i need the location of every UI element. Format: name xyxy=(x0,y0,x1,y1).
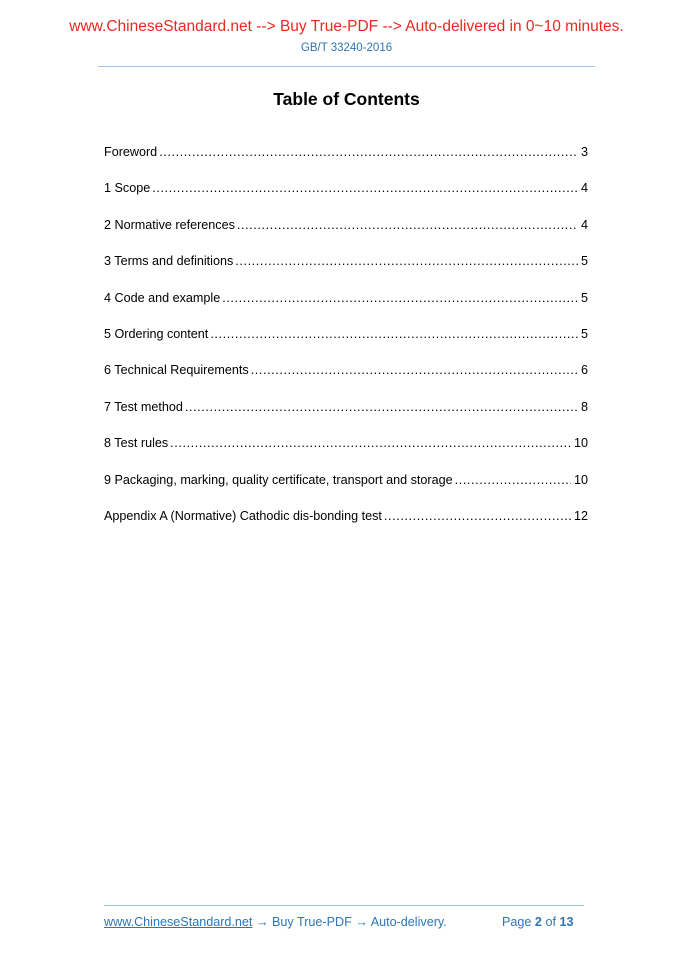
current-page-number: 2 xyxy=(534,915,542,929)
total-pages-number: 13 xyxy=(559,915,574,929)
toc-entry[interactable] xyxy=(104,218,588,254)
header-divider xyxy=(98,66,595,67)
toc-dot-leader xyxy=(251,363,578,377)
toc-entry[interactable] xyxy=(104,473,588,509)
toc-entry-label: 7 Test method xyxy=(104,399,183,414)
toc-entry-page: 4 xyxy=(580,181,588,196)
toc-dot-leader xyxy=(222,291,578,305)
footer-step-buy: Buy True-PDF xyxy=(272,915,352,929)
toc-entry-page: 12 xyxy=(573,508,588,523)
toc-dot-leader xyxy=(185,400,578,414)
toc-dot-leader xyxy=(152,181,578,195)
toc-entry-page: 6 xyxy=(580,363,588,378)
page-prefix: Page xyxy=(502,915,532,929)
table-of-contents xyxy=(104,145,588,545)
toc-dot-leader xyxy=(159,145,578,159)
toc-entry-label: Appendix A (Normative) Cathodic dis-bonding test xyxy=(104,508,382,523)
toc-dot-leader xyxy=(170,436,571,450)
footer-step-delivery: Auto-delivery. xyxy=(370,915,447,929)
toc-dot-leader xyxy=(384,509,571,523)
page-indicator xyxy=(502,915,573,929)
footer-site-link[interactable]: www.ChineseStandard.net xyxy=(104,915,253,929)
toc-entry-label: 9 Packaging, marking, quality certificate, transport and storage xyxy=(104,472,453,487)
toc-entry-page: 4 xyxy=(580,217,588,232)
toc-entry[interactable] xyxy=(104,327,588,363)
toc-entry-page: 5 xyxy=(580,254,588,269)
footer-divider xyxy=(104,905,584,906)
arrow-right-icon: → xyxy=(255,915,269,929)
footer-delivery-line xyxy=(104,915,447,929)
toc-dot-leader xyxy=(237,218,578,232)
toc-entry[interactable] xyxy=(104,291,588,327)
toc-entry-label: 4 Code and example xyxy=(104,290,221,305)
toc-entry-label: 1 Scope xyxy=(104,181,151,196)
toc-dot-leader xyxy=(455,473,571,487)
page-title: Table of Contents xyxy=(273,89,420,109)
toc-entry[interactable] xyxy=(104,254,588,290)
toc-entry-label: Foreword xyxy=(104,145,158,159)
toc-entry[interactable] xyxy=(104,181,588,217)
toc-entry-label: 6 Technical Requirements xyxy=(104,363,249,378)
toc-entry-page: 10 xyxy=(573,472,588,487)
toc-entry-page: 5 xyxy=(580,290,588,305)
toc-entry-page: 3 xyxy=(580,145,588,159)
toc-entry[interactable] xyxy=(104,363,588,399)
page-of-label: of xyxy=(545,915,556,929)
toc-entry-page: 5 xyxy=(580,326,588,341)
toc-entry-label: 2 Normative references xyxy=(104,217,235,232)
toc-entry-label: 3 Terms and definitions xyxy=(104,254,234,269)
toc-entry[interactable] xyxy=(104,509,588,545)
toc-entry[interactable] xyxy=(104,145,588,181)
toc-dot-leader xyxy=(235,254,578,268)
standard-code: GB/T 33240-2016 xyxy=(300,42,393,54)
promo-banner[interactable]: www.ChineseStandard.net --> Buy True-PDF --> Auto-delivered in 0~10 minutes. xyxy=(69,18,624,35)
toc-entry-page: 10 xyxy=(573,436,588,451)
arrow-right-icon: → xyxy=(355,915,368,929)
toc-entry[interactable] xyxy=(104,436,588,472)
toc-entry-label: 8 Test rules xyxy=(104,436,169,451)
toc-entry-label: 5 Ordering content xyxy=(104,326,209,341)
toc-entry-page: 8 xyxy=(580,399,588,414)
toc-dot-leader xyxy=(210,327,578,341)
toc-entry[interactable] xyxy=(104,400,588,436)
